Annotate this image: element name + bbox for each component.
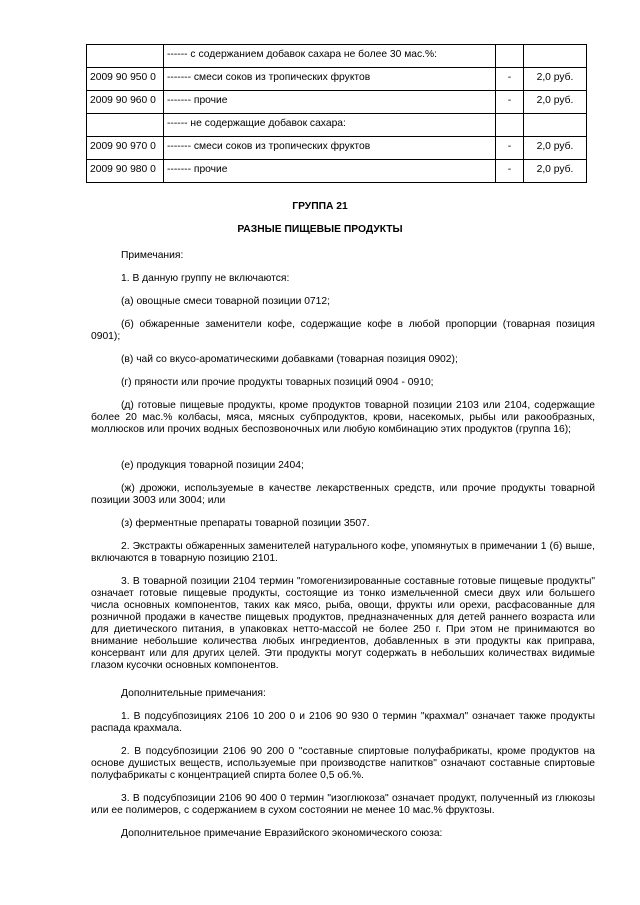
- row-rate: [524, 45, 587, 68]
- table-row: [87, 91, 587, 114]
- note-paragraph: 1. В данную группу не включаются:: [121, 273, 290, 284]
- row-unit: -: [496, 91, 524, 114]
- row-code: [87, 114, 164, 137]
- row-code: 2009 90 950 0: [87, 68, 164, 91]
- additional-notes-heading: Дополнительные примечания:: [121, 688, 266, 699]
- note-paragraph: (а) овощные смеси товарной позиции 0712;: [121, 296, 330, 307]
- row-code: [87, 45, 164, 68]
- row-description: ------- смеси соков из тропических фруктов: [164, 137, 496, 160]
- row-rate: 2,0 руб.: [524, 160, 587, 183]
- row-unit: -: [496, 68, 524, 91]
- table-row: [87, 45, 587, 68]
- row-rate: 2,0 руб.: [524, 91, 587, 114]
- row-unit: -: [496, 160, 524, 183]
- eaeu-note-heading: Дополнительное примечание Евразийского экономического союза:: [121, 828, 443, 839]
- note-paragraph: (д) готовые пищевые продукты, кроме продуктов товарной позиции 2103 или 2104, содержащие более 20 мас.% колбасы, мяса, мясных субпродуктов, крови, насекомых, рыбы или ракообразных, моллюсков или прочих водных беспозвоночных или любую комбинацию этих продуктов (группа 16);: [91, 400, 595, 435]
- table-row: [87, 137, 587, 160]
- row-unit: [496, 45, 524, 68]
- row-description: ------- смеси соков из тропических фруктов: [164, 68, 496, 91]
- row-rate: [524, 114, 587, 137]
- row-description: ------- прочие: [164, 91, 496, 114]
- note-paragraph: (ж) дрожжи, используемые в качестве лекарственных средств, или прочие продукты товарной позиции 3003 или 3004; или: [91, 483, 595, 506]
- tariff-table: [86, 44, 587, 183]
- table-row: [87, 160, 587, 183]
- row-description: ------ с содержанием добавок сахара не более 30 мас.%:: [164, 45, 496, 68]
- group-name: РАЗНЫЕ ПИЩЕВЫЕ ПРОДУКТЫ: [237, 224, 403, 235]
- group-title: ГРУППА 21: [292, 201, 348, 212]
- note-paragraph: (е) продукция товарной позиции 2404;: [121, 460, 304, 471]
- row-rate: 2,0 руб.: [524, 68, 587, 91]
- note-paragraph: 2. В подсубпозиции 2106 90 200 0 "составные спиртовые полуфабрикаты, кроме продуктов на основе душистых веществ, используемые при производстве напитков" означают составные спиртовые полуфабрикаты с концентрацией спирта более 0,5 об.%.: [91, 746, 595, 781]
- note-paragraph: (з) ферментные препараты товарной позиции 3507.: [121, 518, 370, 529]
- table-row: [87, 68, 587, 91]
- note-paragraph: 3. В подсубпозиции 2106 90 400 0 термин "изоглюкоза" означает продукт, полученный из глюкозы или ее полимеров, с содержанием в сухом состоянии не менее 10 мас.% фруктозы.: [91, 793, 595, 816]
- row-code: 2009 90 980 0: [87, 160, 164, 183]
- note-paragraph: (в) чай со вкусо-ароматическими добавками (товарная позиция 0902);: [121, 354, 458, 365]
- row-code: 2009 90 970 0: [87, 137, 164, 160]
- table-row: [87, 114, 587, 137]
- note-paragraph: (б) обжаренные заменители кофе, содержащие кофе в любой пропорции (товарная позиция 0901);: [91, 319, 595, 342]
- note-paragraph: 1. В подсубпозициях 2106 10 200 0 и 2106 90 930 0 термин "крахмал" означает также продукты распада крахмала.: [91, 711, 595, 734]
- row-rate: 2,0 руб.: [524, 137, 587, 160]
- row-code: 2009 90 960 0: [87, 91, 164, 114]
- note-paragraph: 2. Экстракты обжаренных заменителей натурального кофе, упомянутых в примечании 1 (б) выше, включаются в товарную позицию 2101.: [91, 541, 595, 564]
- row-unit: -: [496, 137, 524, 160]
- row-unit: [496, 114, 524, 137]
- row-description: ------ не содержащие добавок сахара:: [164, 114, 496, 137]
- row-description: ------- прочие: [164, 160, 496, 183]
- note-paragraph: (г) пряности или прочие продукты товарных позиций 0904 - 0910;: [121, 377, 434, 388]
- note-paragraph: 3. В товарной позиции 2104 термин "гомогенизированные составные готовые пищевые продукты" означает готовые пищевые продукты, состоящие из тонко измельченной смеси двух или большего числа основных компонентов, таких как мясо, рыба, овощи, фрукты или орехи, расфасованные для розничной продажи в качестве пищевых продуктов, предназначенных для детей раннего возраста или для диетического питания, в упаковках нетто-массой не более 250 г. При этом не принимаются во внимание небольшие количества любых ингредиентов, добавленных в эти продукты как приправа, консервант или для других целей. Эти продукты могут содержать в небольших количествах видимые глазом кусочки основных компонентов.: [91, 576, 595, 671]
- notes-heading: Примечания:: [121, 250, 184, 261]
